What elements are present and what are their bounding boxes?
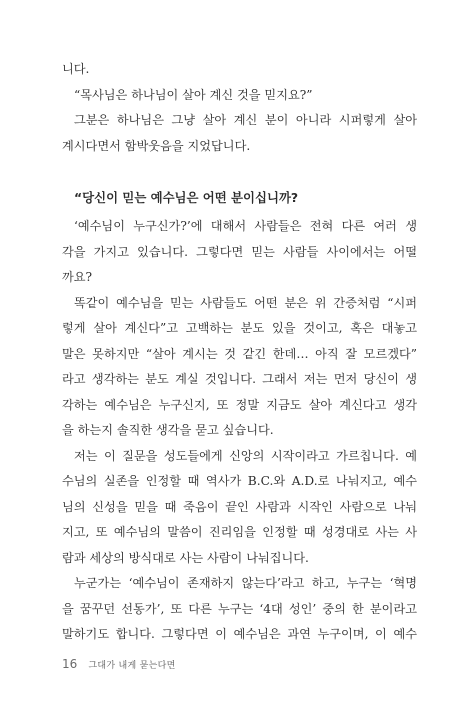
- text-line: 똑같이 예수님을 믿는 사람들도 어떤 분은 위 간증처럼 “시퍼: [74, 295, 417, 310]
- text-line: 라고 생각하는 분도 계실 것입니다. 그래서 저는 먼저 당신이 생: [62, 372, 417, 386]
- text-line: 말은 못하지만 “살아 계시는 것 같긴 한데… 아직 잘 모르겠다”: [62, 346, 417, 361]
- text-line: 누군가는 ‘예수님이 존재하지 않는다’라고 하고, 누구는 ‘혁명: [74, 576, 417, 590]
- text-line: 까요?: [62, 270, 93, 284]
- section-gap: [62, 159, 417, 185]
- text-line: 렇게 살아 계신다”고 고백하는 분도 있을 것이고, 혹은 대놓고: [62, 321, 417, 335]
- page-number: 16: [62, 657, 78, 671]
- text-line: 을 꿈꾸던 선동가’, 또 다른 누구는 ‘4대 성인’ 중의 한 분이라고: [62, 601, 417, 616]
- text-line: 말하기도 합니다. 그렇다면 이 예수님은 과연 누구이며, 이 예수: [62, 627, 417, 641]
- page-footer: [62, 653, 176, 672]
- text-line: 계시다면서 함박웃음을 지었답니다.: [62, 138, 251, 153]
- text-line: 니다.: [62, 62, 90, 76]
- section-heading: “당신이 믿는 예수님은 어떤 분이십니까?: [74, 190, 299, 205]
- text-line: 각을 가지고 있습니다. 그렇다면 믿는 사람들 사이에서는 어떨: [62, 244, 417, 259]
- text-line: 그분은 하나님은 그냥 살아 계신 분이 아니라 시퍼렇게 살아: [74, 113, 417, 127]
- running-title: 그대가 내게 묻는다면: [88, 661, 176, 671]
- text-line: ‘예수님이 누구신가?’에 대해서 사람들은 전혀 다른 여러 생: [74, 219, 417, 233]
- text-line: 님의 신성을 믿을 때 죽음이 끝인 사람과 시작인 사람으로 나눠: [62, 499, 417, 514]
- text-line: 을 하는지 솔직한 생각을 묻고 싶습니다.: [62, 423, 274, 437]
- text-line: 람과 세상의 방식대로 사는 사람이 나눠집니다.: [62, 550, 309, 565]
- text-line: 지고, 또 예수님의 말씀이 진리임을 인정할 때 성경대로 사는 사: [62, 525, 417, 539]
- text-line: “목사님은 하나님이 살아 계신 것을 믿지요?”: [74, 87, 313, 102]
- text-line: 저는 이 질문을 성도들에게 신앙의 시작이라고 가르칩니다. 예: [74, 448, 417, 463]
- text-line: 수님의 실존을 인정할 때 역사가 B.C.와 A.D.로 나눠지고, 예수: [62, 474, 417, 488]
- text-line: 각하는 예수님은 누구신지, 또 정말 지금도 살아 계신다고 생각: [62, 397, 417, 412]
- body-text: [62, 57, 417, 648]
